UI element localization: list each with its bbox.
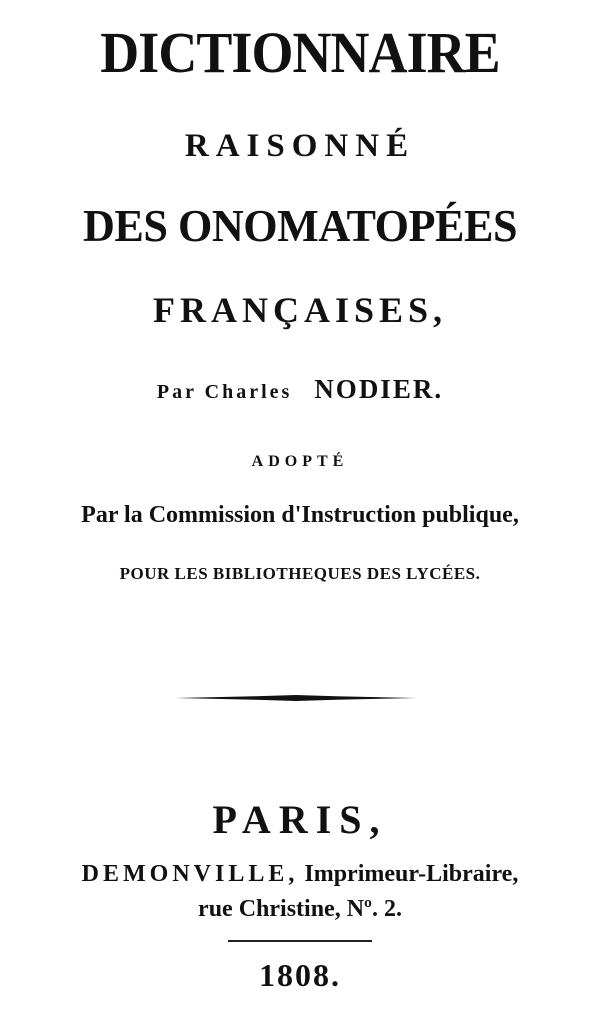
author-name: NODIER.: [314, 374, 444, 404]
subtitle-line-2: DES ONOMATOPÉES: [82, 200, 518, 251]
imprint-place: PARIS,: [212, 797, 388, 842]
publisher-address: rue Christine, Nº. 2.: [198, 896, 402, 922]
publisher-name: DEMONVILLE,: [81, 861, 299, 887]
publication-year: 1808.: [259, 957, 341, 993]
subtitle-line-3: FRANÇAISES,: [152, 290, 448, 330]
publisher-role: Imprimeur-Libraire,: [304, 861, 519, 887]
destination-line: POUR LES BIBLIOTHEQUES DES LYCÉES.: [119, 564, 481, 583]
book-title: DICTIONNAIRE: [100, 20, 500, 85]
commission-line: Par la Commission d'Instruction publique,: [81, 502, 519, 528]
author-prefix: Par Charles: [156, 381, 293, 403]
short-rule: [228, 940, 372, 942]
author-line: [0, 372, 600, 409]
ornamental-rule: [176, 695, 416, 701]
adopted-label: ADOPTÉ: [251, 453, 349, 470]
subtitle-line-1: RAISONNÉ: [184, 128, 416, 164]
publisher-line: [0, 858, 600, 890]
